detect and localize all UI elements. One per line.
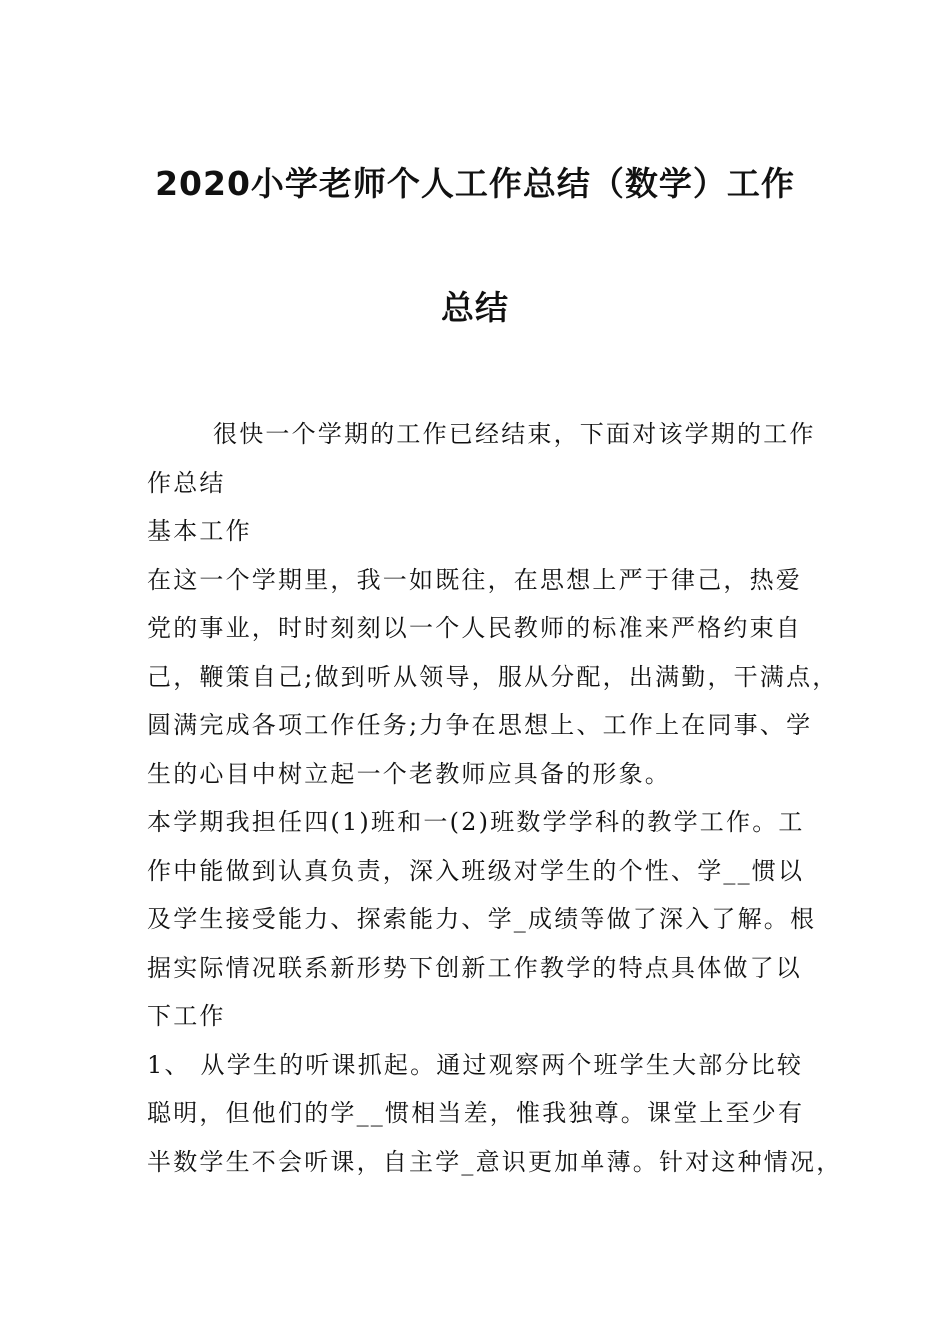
document-title-line-1: 2020小学老师个人工作总结（数学）工作 bbox=[155, 164, 795, 203]
body-line: 据实际情况联系新形势下创新工作教学的特点具体做了以 bbox=[147, 953, 802, 982]
body-line: 圆满完成各项工作任务;力争在思想上、工作上在同事、学 bbox=[147, 711, 813, 739]
body-line: 作总结 bbox=[147, 468, 226, 497]
body-line: 己，鞭策自己;做到听从领导，服从分配，出满勤，干满点， bbox=[147, 662, 839, 691]
body-line: 在这一个学期里，我一如既往，在思想上严于律己，热爱 bbox=[147, 565, 802, 594]
body-line: 及学生接受能力、探索能力、学_成绩等做了深入了解。根 bbox=[147, 905, 817, 933]
document-title-line-2: 总结 bbox=[441, 288, 509, 327]
body-line: 聪明，但他们的学__惯相当差，惟我独尊。课堂上至少有 bbox=[147, 1099, 805, 1127]
body-line: 生的心目中树立起一个老教师应具备的形象。 bbox=[147, 759, 671, 788]
body-line: 本学期我担任四(1)班和一(2)班数学学科的教学工作。工 bbox=[147, 808, 805, 836]
body-line: 半数学生不会听课，自主学_意识更加单薄。针对这种情况， bbox=[147, 1147, 843, 1176]
section-heading: 基本工作 bbox=[147, 517, 252, 545]
body-line: 党的事业，时时刻刻以一个人民教师的标准来严格约束自 bbox=[147, 614, 802, 642]
body-line: 很快一个学期的工作已经结束，下面对该学期的工作 bbox=[213, 420, 816, 448]
body-line: 1、 从学生的听课抓起。通过观察两个班学生大部分比较 bbox=[147, 1050, 804, 1079]
body-line: 下工作 bbox=[147, 1002, 226, 1030]
body-line: 作中能做到认真负责，深入班级对学生的个性、学__惯以 bbox=[147, 856, 805, 885]
document-body bbox=[147, 410, 843, 1186]
